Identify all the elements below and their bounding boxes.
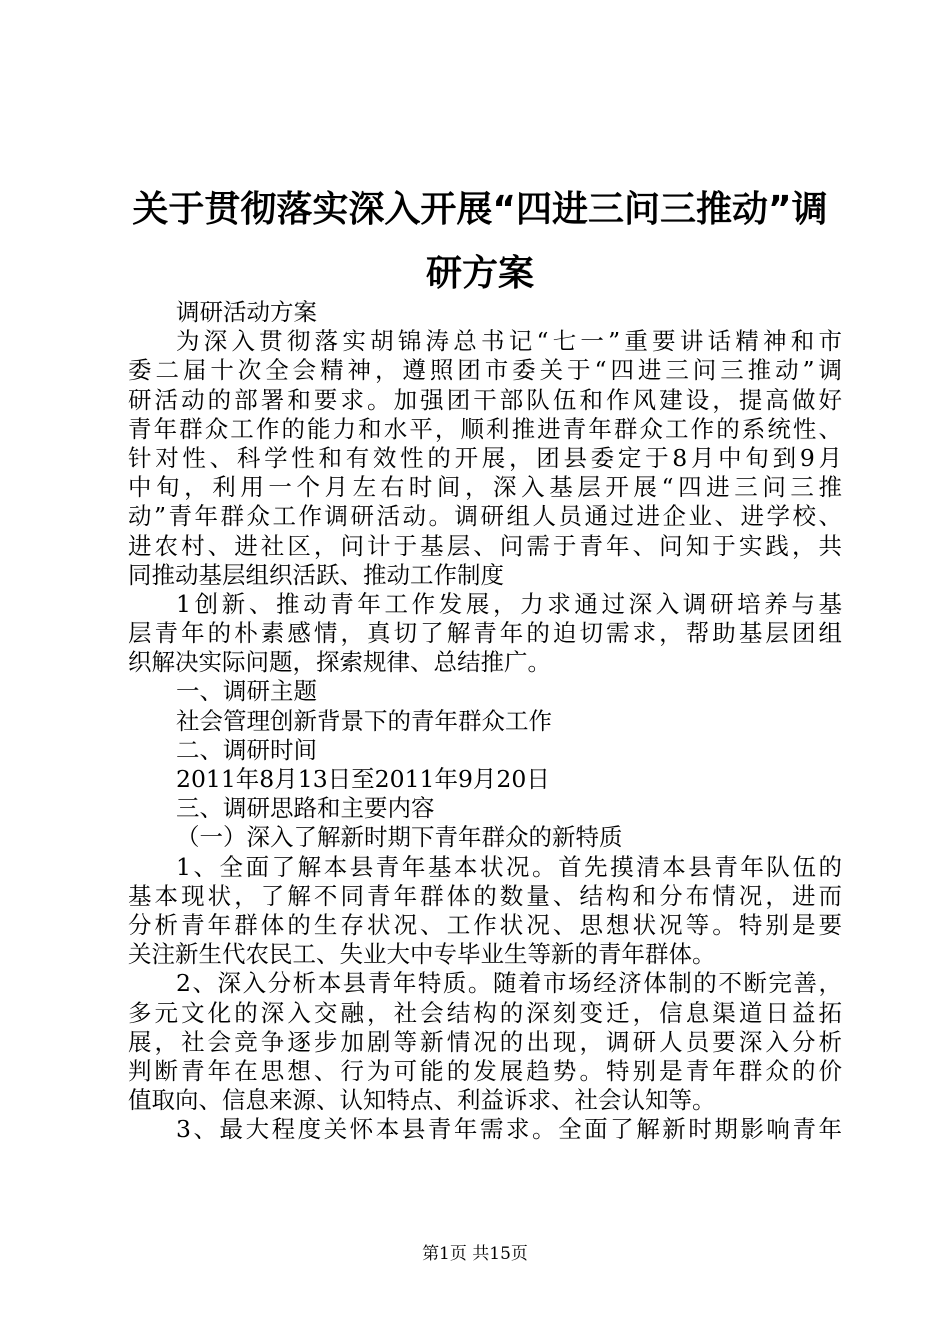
text-line: 2011年8月13日至2011年9月20日 bbox=[176, 765, 550, 793]
text-line: 判断青年在思想、行为可能的发展趋势。特别是青年群众的价 bbox=[128, 1056, 842, 1085]
text-line: 基本现状，了解不同青年群体的数量、结构和分布情况，进而 bbox=[128, 881, 842, 910]
title-line-1: 关于贯彻落实深入开展“四进三问三推动”调 bbox=[132, 189, 828, 230]
text-line: 层青年的朴素感情，真切了解青年的迫切需求，帮助基层团组 bbox=[128, 619, 842, 648]
document-title bbox=[110, 178, 850, 306]
text-line: 1创新、推动青年工作发展，力求通过深入调研培养与基 bbox=[176, 589, 842, 618]
text-line: 为深入贯彻落实胡锦涛总书记“七一”重要讲话精神和市 bbox=[176, 327, 842, 356]
text-line: 针对性、科学性和有效性的开展，团县委定于8月中旬到9月 bbox=[128, 443, 842, 472]
document-body bbox=[128, 298, 842, 1144]
text-line: 研活动的部署和要求。加强团干部队伍和作风建设，提高做好 bbox=[128, 385, 842, 414]
text-line: 调研活动方案 bbox=[176, 298, 317, 326]
text-line: 多元文化的深入交融，社会结构的深刻变迁，信息渠道日益拓 bbox=[128, 998, 842, 1027]
text-line: 织解决实际问题，探索规律、总结推广。 bbox=[128, 648, 551, 677]
text-line: 同推动基层组织活跃、推动工作制度 bbox=[128, 560, 504, 589]
text-line: 展，社会竞争逐步加剧等新情况的出现，调研人员要深入分析 bbox=[128, 1027, 842, 1056]
text-line: 委二届十次全会精神，遵照团市委关于“四进三问三推动”调 bbox=[128, 356, 842, 385]
text-line: 一、调研主题 bbox=[176, 677, 317, 706]
text-line: 三、调研思路和主要内容 bbox=[176, 794, 435, 823]
text-line: 二、调研时间 bbox=[176, 735, 317, 764]
text-line: 2、深入分析本县青年特质。随着市场经济体制的不断完善， bbox=[176, 969, 842, 998]
text-line: 关注新生代农民工、失业大中专毕业生等新的青年群体。 bbox=[128, 940, 716, 969]
text-line: 分析青年群体的生存状况、工作状况、思想状况等。特别是要 bbox=[128, 910, 842, 939]
text-line: 青年群众工作的能力和水平，顺利推进青年群众工作的系统性、 bbox=[128, 414, 842, 443]
text-line: 中旬，利用一个月左右时间，深入基层开展“四进三问三推 bbox=[128, 473, 842, 502]
page-footer: 第1页 共15页 bbox=[422, 1244, 528, 1264]
text-line: 社会管理创新背景下的青年群众工作 bbox=[176, 706, 552, 735]
text-line: 值取向、信息来源、认知特点、利益诉求、社会认知等。 bbox=[128, 1086, 716, 1115]
title-line-2: 研方案 bbox=[425, 253, 534, 294]
text-line: 进农村、进社区，问计于基层、问需于青年、问知于实践，共 bbox=[128, 531, 842, 560]
text-line: 动”青年群众工作调研活动。调研组人员通过进企业、进学校、 bbox=[128, 502, 842, 531]
text-line: （一）深入了解新时期下青年群众的新特质 bbox=[176, 823, 623, 852]
text-line: 1、全面了解本县青年基本状况。首先摸清本县青年队伍的 bbox=[176, 852, 842, 881]
text-line: 3、最大程度关怀本县青年需求。全面了解新时期影响青年 bbox=[176, 1115, 842, 1144]
